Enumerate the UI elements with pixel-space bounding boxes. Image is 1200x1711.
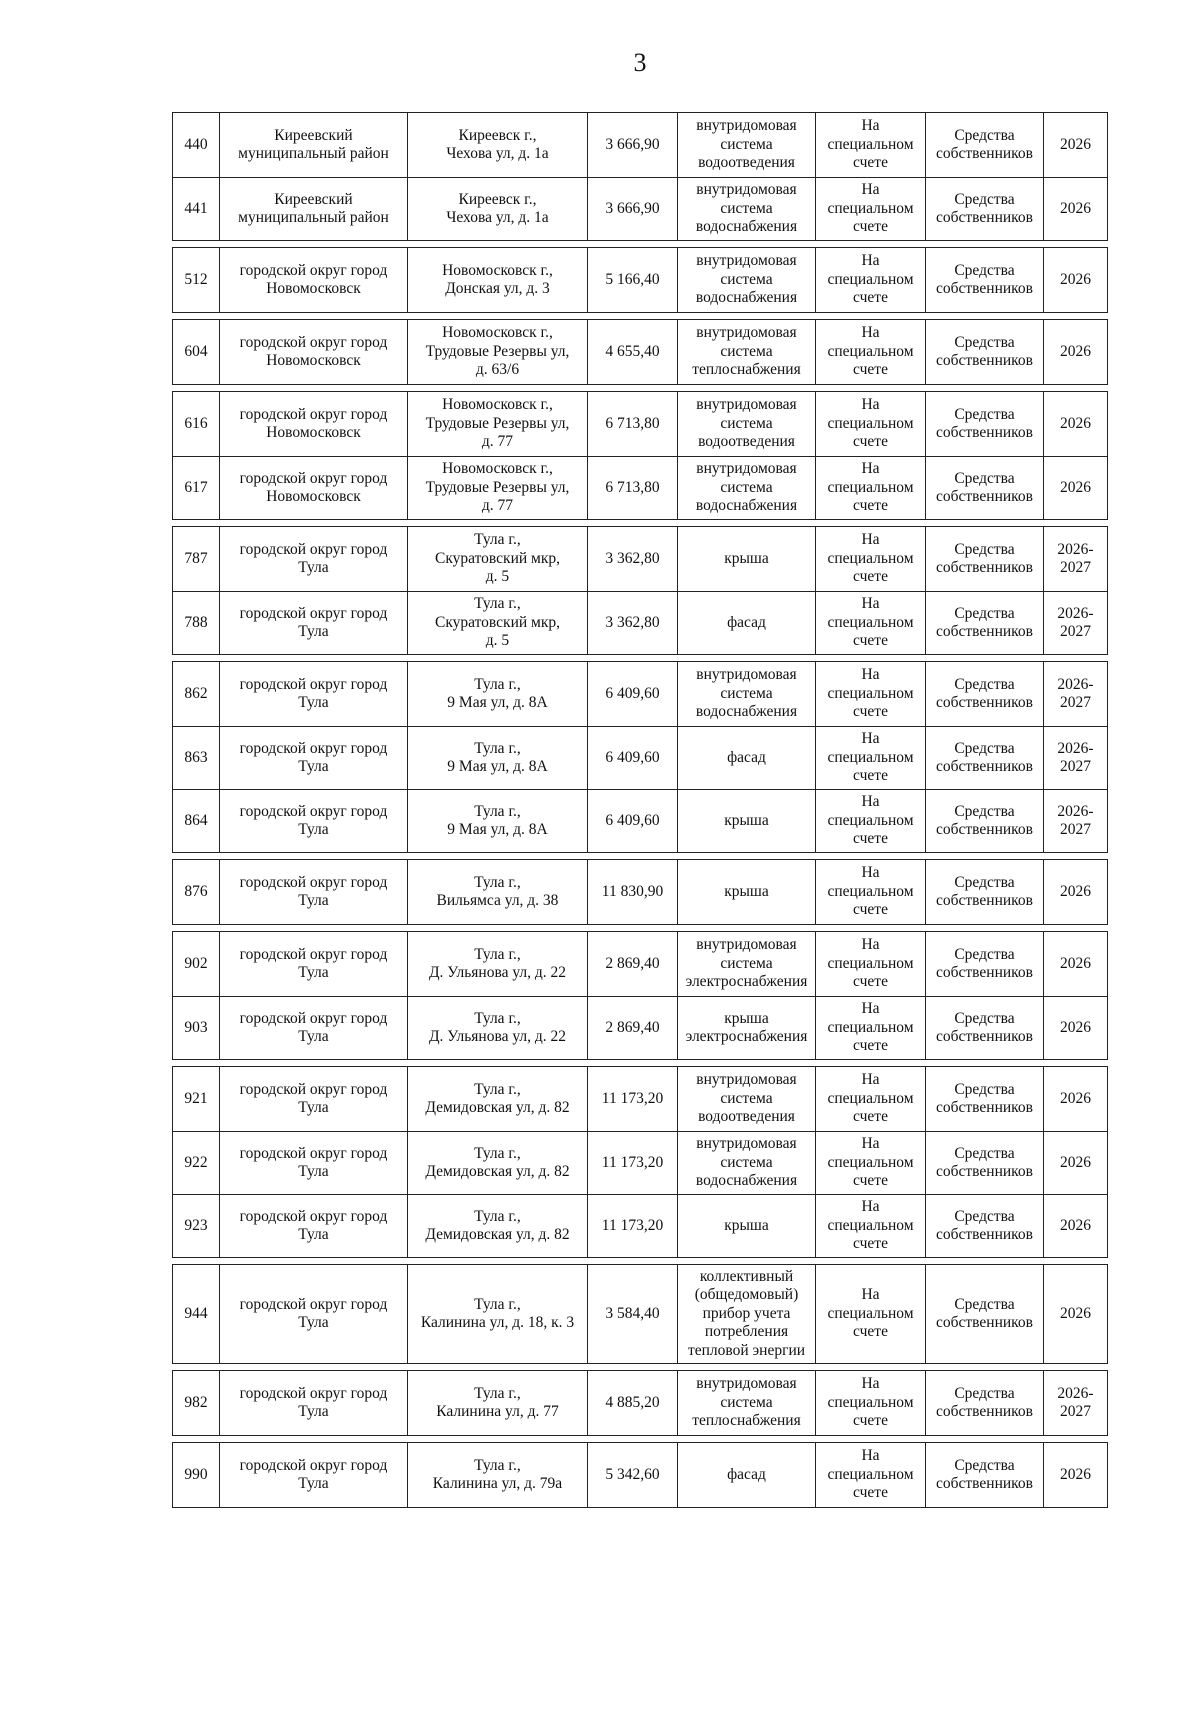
municipality-cell: городской округ город Тула: [219, 1371, 407, 1435]
account-type-cell: На специальном счете: [815, 662, 925, 726]
table-row: [173, 996, 1107, 1059]
municipality-cell: городской округ город Тула: [219, 997, 407, 1059]
table-row: [173, 177, 1107, 240]
address-cell: Тула г., Калинина ул, д. 79а: [407, 1443, 587, 1507]
row-number: 902: [184, 954, 208, 972]
year-cell: 2026- 2027: [1043, 727, 1107, 789]
municipality-cell: Киреевский муниципальный район: [219, 113, 407, 177]
area-cell: 6 409,60: [587, 790, 677, 852]
address-cell: Киреевск г., Чехова ул, д. 1а: [407, 113, 587, 177]
municipality-cell: городской округ город Тула: [219, 1265, 407, 1363]
address-cell: Тула г., Калинина ул, д. 77: [407, 1371, 587, 1435]
address-cell: Тула г., 9 Мая ул, д. 8А: [407, 790, 587, 852]
address-cell: Тула г., Демидовская ул, д. 82: [407, 1195, 587, 1257]
account-type-cell: На специальном счете: [815, 860, 925, 924]
municipality-cell: городской округ город Тула: [219, 592, 407, 654]
area-cell: 2 869,40: [587, 932, 677, 996]
funding-source-cell: Средства собственников: [925, 320, 1043, 384]
table-group: [172, 526, 1108, 655]
municipality-cell: городской округ город Тула: [219, 527, 407, 591]
funding-source-cell: Средства собственников: [925, 113, 1043, 177]
account-type-cell: На специальном счете: [815, 997, 925, 1059]
year-cell: 2026: [1043, 997, 1107, 1059]
table-row: [173, 1194, 1107, 1257]
account-type-cell: На специальном счете: [815, 1443, 925, 1507]
table-row: [173, 726, 1107, 789]
table-row: [173, 248, 1107, 312]
funding-source-cell: Средства собственников: [925, 248, 1043, 312]
table-group: [172, 391, 1108, 520]
account-type-cell: На специальном счете: [815, 392, 925, 456]
address-cell: Новомосковск г., Трудовые Резервы ул, д. 77: [407, 392, 587, 456]
address-cell: Новомосковск г., Трудовые Резервы ул, д. 77: [407, 457, 587, 519]
year-cell: 2026- 2027: [1043, 527, 1107, 591]
row-number: 923: [184, 1216, 208, 1234]
address-cell: Тула г., 9 Мая ул, д. 8А: [407, 727, 587, 789]
account-type-cell: На специальном счете: [815, 527, 925, 591]
address-cell: Новомосковск г., Донская ул, д. 3: [407, 248, 587, 312]
year-cell: 2026- 2027: [1043, 592, 1107, 654]
year-cell: 2026: [1043, 932, 1107, 996]
municipality-cell: городской округ город Новомосковск: [219, 392, 407, 456]
year-cell: 2026: [1043, 1443, 1107, 1507]
table-group: [172, 1370, 1108, 1436]
table-row: [173, 860, 1107, 924]
municipality-cell: городской округ город Тула: [219, 662, 407, 726]
work-type-cell: крыша: [677, 1195, 815, 1257]
row-number: 863: [184, 748, 208, 766]
year-cell: 2026: [1043, 1132, 1107, 1194]
funding-source-cell: Средства собственников: [925, 457, 1043, 519]
table-group: [172, 931, 1108, 1060]
funding-source-cell: Средства собственников: [925, 1132, 1043, 1194]
area-cell: 4 655,40: [587, 320, 677, 384]
address-cell: Тула г., Скуратовский мкр, д. 5: [407, 592, 587, 654]
work-type-cell: коллективный (общедомовый) прибор учета потребления тепловой энергии: [677, 1265, 815, 1363]
account-type-cell: На специальном счете: [815, 932, 925, 996]
year-cell: 2026: [1043, 392, 1107, 456]
table-group: [172, 661, 1108, 853]
funding-source-cell: Средства собственников: [925, 1067, 1043, 1131]
account-type-cell: На специальном счете: [815, 1132, 925, 1194]
area-cell: 6 713,80: [587, 457, 677, 519]
work-type-cell: внутридомовая система водоотведения: [677, 113, 815, 177]
municipality-cell: городской округ город Тула: [219, 1195, 407, 1257]
work-type-cell: крыша электроснабжения: [677, 997, 815, 1059]
area-cell: 11 173,20: [587, 1195, 677, 1257]
year-cell: 2026- 2027: [1043, 1371, 1107, 1435]
row-number: 441: [184, 199, 208, 217]
funding-source-cell: Средства собственников: [925, 727, 1043, 789]
funding-source-cell: Средства собственников: [925, 392, 1043, 456]
row-number: 440: [184, 135, 208, 153]
work-type-cell: фасад: [677, 1443, 815, 1507]
account-type-cell: На специальном счете: [815, 113, 925, 177]
work-type-cell: внутридомовая система электроснабжения: [677, 932, 815, 996]
year-cell: 2026: [1043, 1195, 1107, 1257]
table-row: [173, 113, 1107, 177]
table-group: [172, 1066, 1108, 1258]
row-number: 616: [184, 414, 208, 432]
row-number: 787: [184, 549, 208, 567]
funding-source-cell: Средства собственников: [925, 527, 1043, 591]
area-cell: 3 666,90: [587, 113, 677, 177]
address-cell: Тула г., Демидовская ул, д. 82: [407, 1132, 587, 1194]
table-group: [172, 112, 1108, 241]
row-number: 990: [184, 1465, 208, 1483]
funding-source-cell: Средства собственников: [925, 592, 1043, 654]
funding-source-cell: Средства собственников: [925, 1371, 1043, 1435]
table-group: [172, 859, 1108, 925]
address-cell: Тула г., Скуратовский мкр, д. 5: [407, 527, 587, 591]
row-number: 903: [184, 1018, 208, 1036]
year-cell: 2026: [1043, 1265, 1107, 1363]
work-type-cell: внутридомовая система водоснабжения: [677, 178, 815, 240]
area-cell: 6 713,80: [587, 392, 677, 456]
work-type-cell: внутридомовая система теплоснабжения: [677, 320, 815, 384]
row-number: 604: [184, 342, 208, 360]
table-row: [173, 527, 1107, 591]
funding-source-cell: Средства собственников: [925, 1265, 1043, 1363]
address-cell: Тула г., Д. Ульянова ул, д. 22: [407, 932, 587, 996]
row-number: 876: [184, 882, 208, 900]
table-row: [173, 456, 1107, 519]
address-cell: Тула г., Вильямса ул, д. 38: [407, 860, 587, 924]
municipality-cell: городской округ город Тула: [219, 932, 407, 996]
work-type-cell: внутридомовая система водоснабжения: [677, 248, 815, 312]
account-type-cell: На специальном счете: [815, 1067, 925, 1131]
table-row: [173, 1371, 1107, 1435]
work-type-cell: внутридомовая система водоснабжения: [677, 1132, 815, 1194]
table-row: [173, 789, 1107, 852]
funding-source-cell: Средства собственников: [925, 860, 1043, 924]
row-number: 617: [184, 478, 208, 496]
table-row: [173, 1131, 1107, 1194]
account-type-cell: На специальном счете: [815, 727, 925, 789]
year-cell: 2026: [1043, 320, 1107, 384]
work-type-cell: крыша: [677, 790, 815, 852]
funding-source-cell: Средства собственников: [925, 932, 1043, 996]
table-group: [172, 1264, 1108, 1364]
repair-schedule-table: [172, 112, 1108, 1514]
area-cell: 2 869,40: [587, 997, 677, 1059]
year-cell: 2026: [1043, 248, 1107, 312]
funding-source-cell: Средства собственников: [925, 1443, 1043, 1507]
table-group: [172, 247, 1108, 313]
address-cell: Киреевск г., Чехова ул, д. 1а: [407, 178, 587, 240]
address-cell: Тула г., 9 Мая ул, д. 8А: [407, 662, 587, 726]
municipality-cell: городской округ город Тула: [219, 790, 407, 852]
work-type-cell: внутридомовая система водоотведения: [677, 392, 815, 456]
account-type-cell: На специальном счете: [815, 457, 925, 519]
row-number: 788: [184, 613, 208, 631]
work-type-cell: крыша: [677, 527, 815, 591]
area-cell: 11 173,20: [587, 1132, 677, 1194]
municipality-cell: городской округ город Новомосковск: [219, 248, 407, 312]
account-type-cell: На специальном счете: [815, 178, 925, 240]
year-cell: 2026: [1043, 178, 1107, 240]
area-cell: 5 342,60: [587, 1443, 677, 1507]
table-row: [173, 1443, 1107, 1507]
account-type-cell: На специальном счете: [815, 592, 925, 654]
area-cell: 3 362,80: [587, 592, 677, 654]
area-cell: 3 362,80: [587, 527, 677, 591]
table-group: [172, 319, 1108, 385]
municipality-cell: городской округ город Тула: [219, 860, 407, 924]
municipality-cell: городской округ город Новомосковск: [219, 320, 407, 384]
area-cell: 4 885,20: [587, 1371, 677, 1435]
table-row: [173, 1067, 1107, 1131]
year-cell: 2026: [1043, 457, 1107, 519]
funding-source-cell: Средства собственников: [925, 1195, 1043, 1257]
area-cell: 6 409,60: [587, 727, 677, 789]
work-type-cell: фасад: [677, 727, 815, 789]
municipality-cell: городской округ город Новомосковск: [219, 457, 407, 519]
municipality-cell: городской округ город Тула: [219, 1132, 407, 1194]
area-cell: 3 666,90: [587, 178, 677, 240]
work-type-cell: крыша: [677, 860, 815, 924]
table-row: [173, 932, 1107, 996]
funding-source-cell: Средства собственников: [925, 790, 1043, 852]
work-type-cell: внутридомовая система теплоснабжения: [677, 1371, 815, 1435]
area-cell: 5 166,40: [587, 248, 677, 312]
table-row: [173, 1265, 1107, 1363]
area-cell: 6 409,60: [587, 662, 677, 726]
row-number: 864: [184, 811, 208, 829]
year-cell: 2026: [1043, 113, 1107, 177]
municipality-cell: Киреевский муниципальный район: [219, 178, 407, 240]
area-cell: 3 584,40: [587, 1265, 677, 1363]
area-cell: 11 173,20: [587, 1067, 677, 1131]
work-type-cell: фасад: [677, 592, 815, 654]
account-type-cell: На специальном счете: [815, 1265, 925, 1363]
row-number: 944: [184, 1304, 208, 1322]
year-cell: 2026: [1043, 860, 1107, 924]
address-cell: Тула г., Д. Ульянова ул, д. 22: [407, 997, 587, 1059]
account-type-cell: На специальном счете: [815, 790, 925, 852]
municipality-cell: городской округ город Тула: [219, 1443, 407, 1507]
page-number: 3: [633, 48, 647, 77]
work-type-cell: внутридомовая система водоснабжения: [677, 457, 815, 519]
work-type-cell: внутридомовая система водоснабжения: [677, 662, 815, 726]
address-cell: Тула г., Демидовская ул, д. 82: [407, 1067, 587, 1131]
table-group: [172, 1442, 1108, 1508]
funding-source-cell: Средства собственников: [925, 178, 1043, 240]
row-number: 862: [184, 684, 208, 702]
address-cell: Тула г., Калинина ул, д. 18, к. 3: [407, 1265, 587, 1363]
area-cell: 11 830,90: [587, 860, 677, 924]
row-number: 922: [184, 1153, 208, 1171]
funding-source-cell: Средства собственников: [925, 997, 1043, 1059]
funding-source-cell: Средства собственников: [925, 662, 1043, 726]
account-type-cell: На специальном счете: [815, 1195, 925, 1257]
account-type-cell: На специальном счете: [815, 320, 925, 384]
row-number: 982: [184, 1393, 208, 1411]
year-cell: 2026: [1043, 1067, 1107, 1131]
row-number: 512: [184, 270, 208, 288]
address-cell: Новомосковск г., Трудовые Резервы ул, д. 63/6: [407, 320, 587, 384]
row-number: 921: [184, 1089, 208, 1107]
table-row: [173, 392, 1107, 456]
table-row: [173, 662, 1107, 726]
year-cell: 2026- 2027: [1043, 662, 1107, 726]
municipality-cell: городской округ город Тула: [219, 1067, 407, 1131]
table-row: [173, 591, 1107, 654]
account-type-cell: На специальном счете: [815, 1371, 925, 1435]
account-type-cell: На специальном счете: [815, 248, 925, 312]
work-type-cell: внутридомовая система водоотведения: [677, 1067, 815, 1131]
year-cell: 2026- 2027: [1043, 790, 1107, 852]
table-row: [173, 320, 1107, 384]
municipality-cell: городской округ город Тула: [219, 727, 407, 789]
